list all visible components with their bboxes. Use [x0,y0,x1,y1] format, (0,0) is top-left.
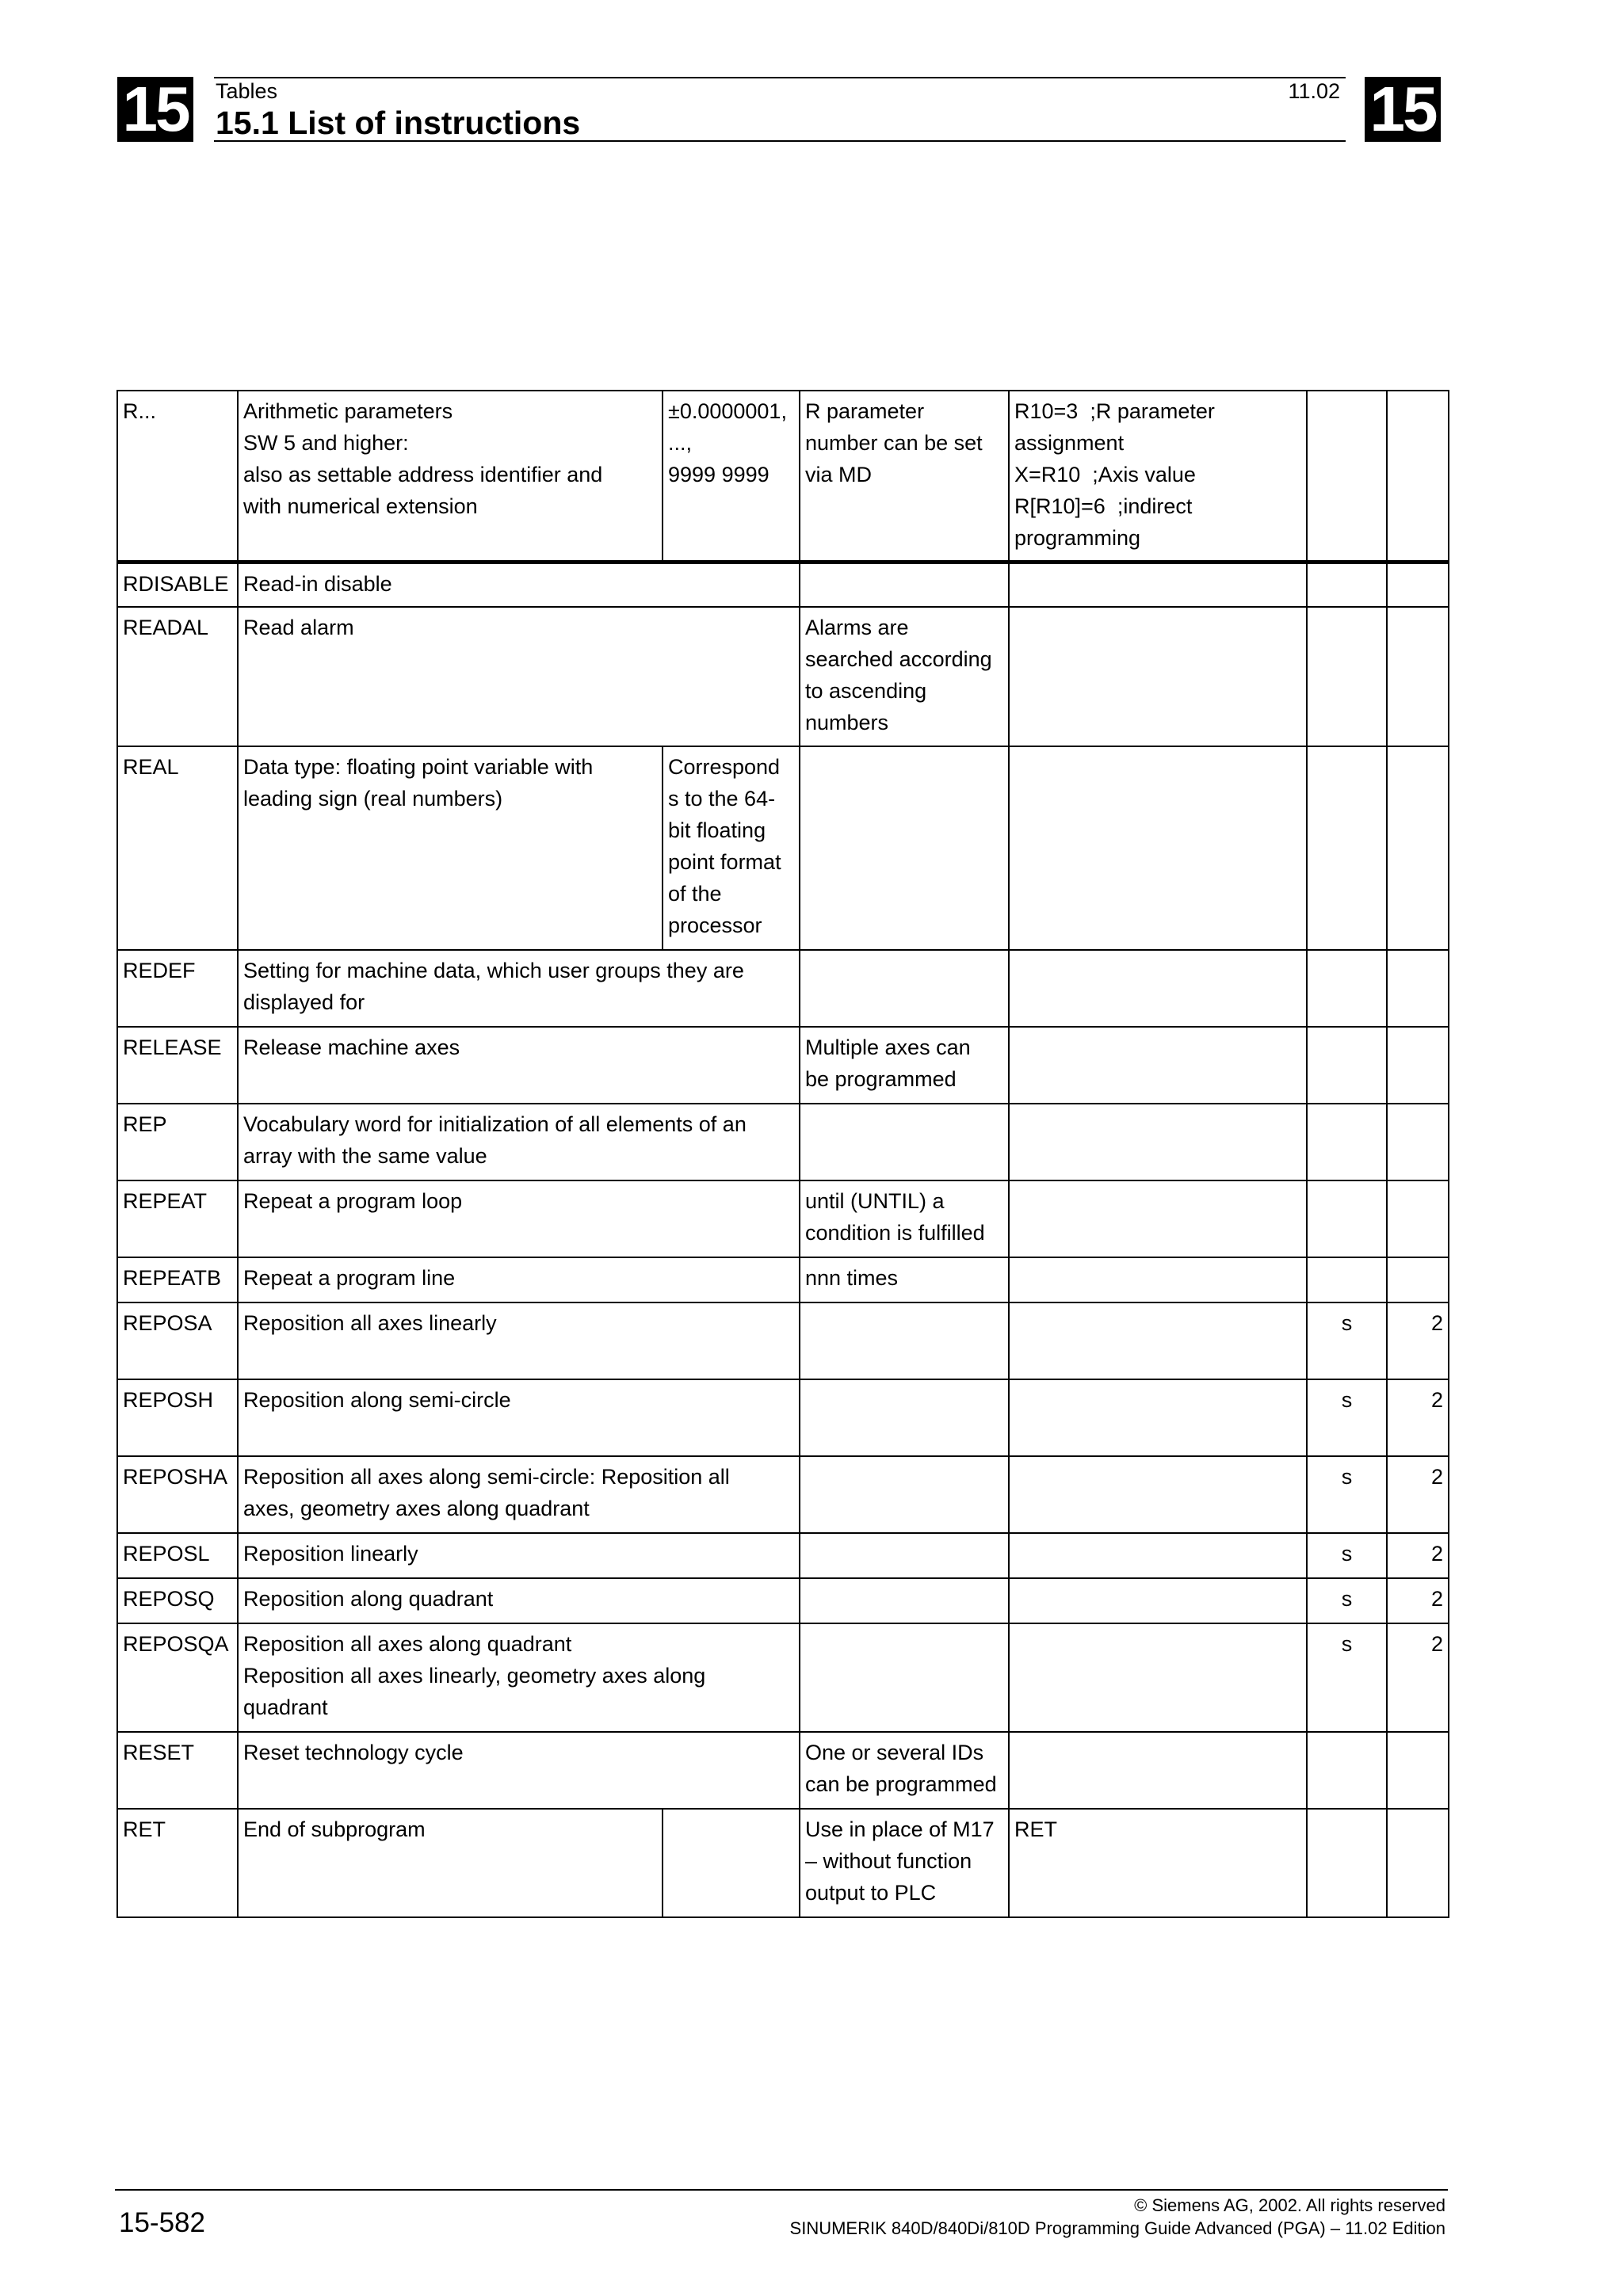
value-range-cell [663,1809,800,1917]
description-cell: Read-in disable [238,562,800,607]
chapter-number-badge: 15 [1365,77,1441,142]
table-row [117,1533,1449,1578]
category-cell [1307,391,1387,562]
instruction-cell: REPOSHA [117,1456,238,1533]
table-row [117,1180,1449,1257]
category-cell: s [1307,1379,1387,1456]
table-row [117,1257,1449,1302]
category-cell: s [1307,1456,1387,1533]
category-cell: s [1307,1623,1387,1732]
description-cell: Setting for machine data, which user groups they are displayed for [238,950,800,1027]
info-cell: Use in place of M17 – without function output to PLC [800,1809,1009,1917]
description-cell: Reset technology cycle [238,1732,800,1809]
group-cell [1387,391,1449,562]
table-row [117,1578,1449,1623]
group-cell [1387,746,1449,950]
example-cell [1009,746,1307,950]
table-row [117,1104,1449,1180]
info-cell [800,1623,1009,1732]
table-row [117,950,1449,1027]
footer-rule [115,2189,1448,2191]
value-range-cell: Correspond s to the 64- bit floating point format of the processor [663,746,800,950]
info-cell: until (UNTIL) a condition is fulfilled [800,1180,1009,1257]
category-cell: s [1307,1302,1387,1379]
edition-label: 11.02 [1288,79,1340,103]
table-row [117,1379,1449,1456]
category-cell [1307,607,1387,746]
description-cell: Reposition linearly [238,1533,800,1578]
group-cell [1387,607,1449,746]
example-cell [1009,1257,1307,1302]
instruction-cell: REPOSL [117,1533,238,1578]
info-cell: R parameter number can be set via MD [800,391,1009,562]
section-label: Tables [216,79,278,103]
instruction-cell: REAL [117,746,238,950]
example-cell [1009,1533,1307,1578]
example-cell [1009,950,1307,1027]
table-row [117,607,1449,746]
instruction-cell: READAL [117,607,238,746]
group-cell [1387,1180,1449,1257]
category-cell: s [1307,1533,1387,1578]
category-cell [1307,950,1387,1027]
description-cell: Vocabulary word for initialization of all elements of an array with the same value [238,1104,800,1180]
description-cell: Reposition all axes along quadrant Reposition all axes linearly, geometry axes along quadrant [238,1623,800,1732]
category-cell [1307,562,1387,607]
category-cell [1307,1180,1387,1257]
value-range-cell: ±0.0000001, ..., 9999 9999 [663,391,800,562]
example-cell [1009,1104,1307,1180]
instruction-cell: REPEATB [117,1257,238,1302]
instruction-cell: REP [117,1104,238,1180]
example-cell [1009,1732,1307,1809]
instruction-cell: REPOSH [117,1379,238,1456]
instruction-cell: REPOSQA [117,1623,238,1732]
example-cell [1009,1578,1307,1623]
example-cell [1009,562,1307,607]
table-row [117,1027,1449,1104]
example-cell [1009,1180,1307,1257]
group-cell: 2 [1387,1456,1449,1533]
category-cell [1307,1809,1387,1917]
group-cell: 2 [1387,1302,1449,1379]
group-cell [1387,950,1449,1027]
table-row [117,391,1449,562]
description-cell: Read alarm [238,607,800,746]
instruction-cell: REPOSQ [117,1578,238,1623]
info-cell: One or several IDs can be programmed [800,1732,1009,1809]
category-cell: s [1307,1578,1387,1623]
group-cell: 2 [1387,1379,1449,1456]
instruction-cell: REPEAT [117,1180,238,1257]
group-cell [1387,1809,1449,1917]
info-cell [800,950,1009,1027]
group-cell [1387,562,1449,607]
instruction-cell: RELEASE [117,1027,238,1104]
category-cell [1307,1027,1387,1104]
category-cell [1307,1732,1387,1809]
category-cell [1307,1104,1387,1180]
description-cell: Reposition all axes along semi-circle: Reposition all axes, geometry axes along quadrant [238,1456,800,1533]
category-cell [1307,1257,1387,1302]
info-cell: Alarms are searched according to ascending numbers [800,607,1009,746]
example-cell [1009,607,1307,746]
group-cell [1387,1732,1449,1809]
copyright-notice: © Siemens AG, 2002. All rights reserved [1134,2195,1445,2215]
example-cell [1009,1027,1307,1104]
description-cell: Reposition along quadrant [238,1578,800,1623]
description-cell: Release machine axes [238,1027,800,1104]
instruction-cell: RET [117,1809,238,1917]
example-cell [1009,1623,1307,1732]
description-cell: Repeat a program loop [238,1180,800,1257]
info-cell [800,1379,1009,1456]
info-cell [800,746,1009,950]
page-title: 15.1 List of instructions [216,105,581,141]
instruction-cell: RDISABLE [117,562,238,607]
instruction-cell: R... [117,391,238,562]
table-row [117,1809,1449,1917]
example-cell [1009,1379,1307,1456]
info-cell [800,1533,1009,1578]
example-cell [1009,1302,1307,1379]
group-cell [1387,1104,1449,1180]
description-cell: Data type: floating point variable with leading sign (real numbers) [238,746,663,950]
description-cell: End of subprogram [238,1809,663,1917]
page-number: 15-582 [119,2207,205,2238]
info-cell [800,562,1009,607]
table-row [117,1623,1449,1732]
example-cell: RET [1009,1809,1307,1917]
example-cell [1009,1456,1307,1533]
info-cell [800,1302,1009,1379]
info-cell: nnn times [800,1257,1009,1302]
group-cell [1387,1027,1449,1104]
description-cell: Reposition all axes linearly [238,1302,800,1379]
table-row [117,746,1449,950]
info-cell: Multiple axes can be programmed [800,1027,1009,1104]
chapter-number-badge: 15 [117,77,193,142]
info-cell [800,1104,1009,1180]
instruction-table-body [117,391,1449,1917]
table-row [117,1456,1449,1533]
instruction-cell: REDEF [117,950,238,1027]
category-cell [1307,746,1387,950]
instruction-cell: REPOSA [117,1302,238,1379]
description-cell: Arithmetic parameters SW 5 and higher: also as settable address identifier and with numerical extension [238,391,663,562]
group-cell: 2 [1387,1623,1449,1732]
header-rule-top [214,77,1346,78]
table-row [117,1732,1449,1809]
example-cell: R10=3 ;R parameter assignment X=R10 ;Axis value R[R10]=6 ;indirect programming [1009,391,1307,562]
document-title: SINUMERIK 840D/840Di/810D Programming Guide Advanced (PGA) – 11.02 Edition [789,2218,1445,2238]
info-cell [800,1578,1009,1623]
group-cell: 2 [1387,1578,1449,1623]
description-cell: Repeat a program line [238,1257,800,1302]
description-cell: Reposition along semi-circle [238,1379,800,1456]
info-cell [800,1456,1009,1533]
table-row [117,562,1449,607]
group-cell: 2 [1387,1533,1449,1578]
instruction-cell: RESET [117,1732,238,1809]
table-row [117,1302,1449,1379]
instruction-table [116,390,1449,1918]
group-cell [1387,1257,1449,1302]
